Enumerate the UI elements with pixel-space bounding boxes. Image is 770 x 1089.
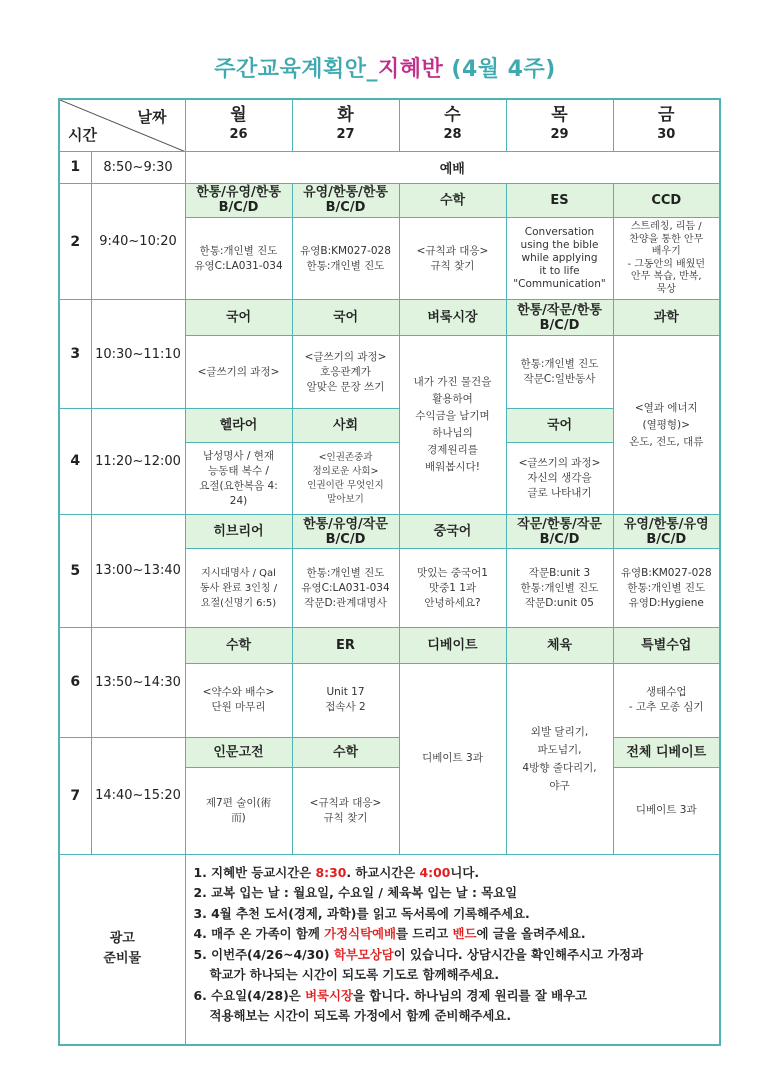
- weekly-plan-table: [58, 98, 721, 1046]
- title-prefix: 주간교육계획안_: [214, 57, 378, 82]
- subject-cell: 중국어: [399, 515, 506, 549]
- time-label: 시간: [68, 125, 97, 144]
- subject-cell: CCD: [613, 183, 720, 217]
- content-cell: 맛있는 중국어1 맛중1 1과 안녕하세요?: [399, 549, 506, 627]
- period-time: 11:20~12:00: [91, 408, 185, 514]
- content-cell: <약수와 배수> 단원 마무리: [185, 663, 292, 737]
- content-cell: 남성명사 / 현재 능동태 복수 / 요절(요한복음 4: 24): [185, 442, 292, 514]
- note-6-cont: 적용해보는 시간이 되도록 가정에서 함께 준비해주세요.: [209, 1008, 512, 1024]
- subject-cell: ES: [506, 183, 613, 217]
- content-cell: 외발 달리기, 파도넘기, 4방향 줄다리기, 야구: [506, 663, 613, 854]
- period-time: 14:40~15:20: [91, 738, 185, 854]
- content-cell: 작문B:unit 3 한통:개인별 진도 작문D:unit 05: [506, 549, 613, 627]
- content-cell: Conversation using the bible while applying it to life "Communication": [506, 217, 613, 299]
- period-time: 8:50~9:30: [91, 151, 185, 183]
- content-cell: <글쓰기의 과정>: [185, 336, 292, 408]
- subject-cell: 사회: [292, 408, 399, 442]
- subject-cell: 헬라어: [185, 408, 292, 442]
- notes-content: [185, 854, 720, 1045]
- content-cell: 제7편 술이(術 而): [185, 768, 292, 854]
- period-time: 10:30~11:10: [91, 300, 185, 408]
- subject-cell: 특별수업: [613, 627, 720, 663]
- subject-cell: 디베이트: [399, 627, 506, 663]
- subject-cell: 수학: [185, 627, 292, 663]
- period-time: 9:40~10:20: [91, 183, 185, 299]
- content-cell: <인권존중과 정의로운 사회> 인권이란 무엇인지 말아보기: [292, 442, 399, 514]
- content-cell: 유영B:KM027-028 한통:개인별 진도 유영D:Hygiene: [613, 549, 720, 627]
- content-cell: <규칙과 대응> 규칙 찾기: [292, 768, 399, 854]
- period-number: 2: [59, 183, 91, 299]
- content-cell: 디베이트 3과: [613, 768, 720, 854]
- note-4: 4. 매주 온 가족이 함께 가정식탁예배를 드리고 밴드에 글을 올려주세요.: [193, 926, 586, 942]
- period-number: 4: [59, 408, 91, 514]
- period-time: 13:50~14:30: [91, 627, 185, 737]
- header-corner: [59, 99, 185, 151]
- header-friday: 금 30: [613, 99, 720, 151]
- subject-cell: 벼룩시장: [399, 300, 506, 336]
- content-cell: 한통:개인별 진도 유영C:LA031-034: [185, 217, 292, 299]
- title-class: 지혜반: [377, 57, 444, 82]
- content-cell: 유영B:KM027-028 한통:개인별 진도: [292, 217, 399, 299]
- subject-cell: 유영/한통/유영 B/C/D: [613, 515, 720, 549]
- period-number: 6: [59, 627, 91, 737]
- note-2: 2. 교복 입는 날 : 월요일, 수요일 / 체육복 입는 날 : 목요일: [193, 885, 518, 901]
- period-number: 1: [59, 151, 91, 183]
- note-5-cont: 학교가 하나되는 시간이 되도록 기도로 함께해주세요.: [209, 967, 500, 983]
- subject-cell: 인문고전: [185, 738, 292, 768]
- content-cell: 내가 가진 물건을 활용하여 수익금을 남기며 하나님의 경제원리를 배워봅시다!: [399, 336, 506, 515]
- content-cell: 디베이트 3과: [399, 663, 506, 854]
- content-cell: 지시대명사 / Qal 동사 완료 3인칭 / 요절(신명기 6:5): [185, 549, 292, 627]
- note-5: 5. 이번주(4/26~4/30) 학부모상담이 있습니다. 상담시간을 확인해주시고 가정과: [193, 946, 644, 962]
- subject-cell: 유영/한통/한통 B/C/D: [292, 183, 399, 217]
- period-number: 3: [59, 300, 91, 408]
- note-6: 6. 수요일(4/28)은 벼룩시장을 합니다. 하나님의 경제 원리를 잘 배우고: [193, 987, 588, 1003]
- content-cell: 스트레칭, 리듬 / 찬양을 통한 안무 배우기 - 그동안의 배웠던 안무 복습, 반복, 묵상: [613, 217, 720, 299]
- content-cell: <열과 에너지 (열평형)> 온도, 전도, 대류: [613, 336, 720, 515]
- content-cell: 한통:개인별 진도 작문C:일반동사: [506, 336, 613, 408]
- period-time: 13:00~13:40: [91, 515, 185, 627]
- subject-cell: 히브리어: [185, 515, 292, 549]
- header-tuesday: 화 27: [292, 99, 399, 151]
- notes-label: 광고 준비물: [59, 854, 185, 1045]
- subject-cell: 한통/유영/한통 B/C/D: [185, 183, 292, 217]
- subject-cell: 국어: [506, 408, 613, 442]
- subject-cell: 한통/유영/작문 B/C/D: [292, 515, 399, 549]
- subject-cell: 국어: [185, 300, 292, 336]
- period-number: 7: [59, 738, 91, 854]
- header-monday: 월 26: [185, 99, 292, 151]
- subject-cell: 전체 디베이트: [613, 738, 720, 768]
- subject-cell: 체육: [506, 627, 613, 663]
- content-cell: <글쓰기의 과정> 호응관계가 알맞은 문장 쓰기: [292, 336, 399, 408]
- subject-cell: 한통/작문/한통 B/C/D: [506, 300, 613, 336]
- content-cell: 한통:개인별 진도 유영C:LA031-034 작문D:관계대명사: [292, 549, 399, 627]
- header-wednesday: 수 28: [399, 99, 506, 151]
- content-cell: <글쓰기의 과정> 자신의 생각을 글로 나타내기: [506, 442, 613, 514]
- content-cell: 생태수업 - 고추 모종 심기: [613, 663, 720, 737]
- header-thursday: 목 29: [506, 99, 613, 151]
- subject-cell: 과학: [613, 300, 720, 336]
- title-week: (4월 4주): [443, 57, 556, 82]
- subject-cell: 국어: [292, 300, 399, 336]
- note-3: 3. 4월 추천 도서(경제, 과학)를 읽고 독서록에 기록해주세요.: [193, 905, 530, 921]
- period-number: 5: [59, 515, 91, 627]
- subject-cell: 수학: [292, 738, 399, 768]
- subject-cell: 수학: [399, 183, 506, 217]
- content-cell: <규칙과 대응> 규칙 찾기: [399, 217, 506, 299]
- worship-cell: 예배: [185, 151, 720, 183]
- note-1: 1. 지혜반 등교시간은 8:30. 하교시간은 4:00니다.: [193, 864, 480, 880]
- page-title: [0, 52, 770, 83]
- subject-cell: ER: [292, 627, 399, 663]
- content-cell: Unit 17 접속사 2: [292, 663, 399, 737]
- date-label: 날짜: [137, 108, 167, 126]
- subject-cell: 작문/한통/작문 B/C/D: [506, 515, 613, 549]
